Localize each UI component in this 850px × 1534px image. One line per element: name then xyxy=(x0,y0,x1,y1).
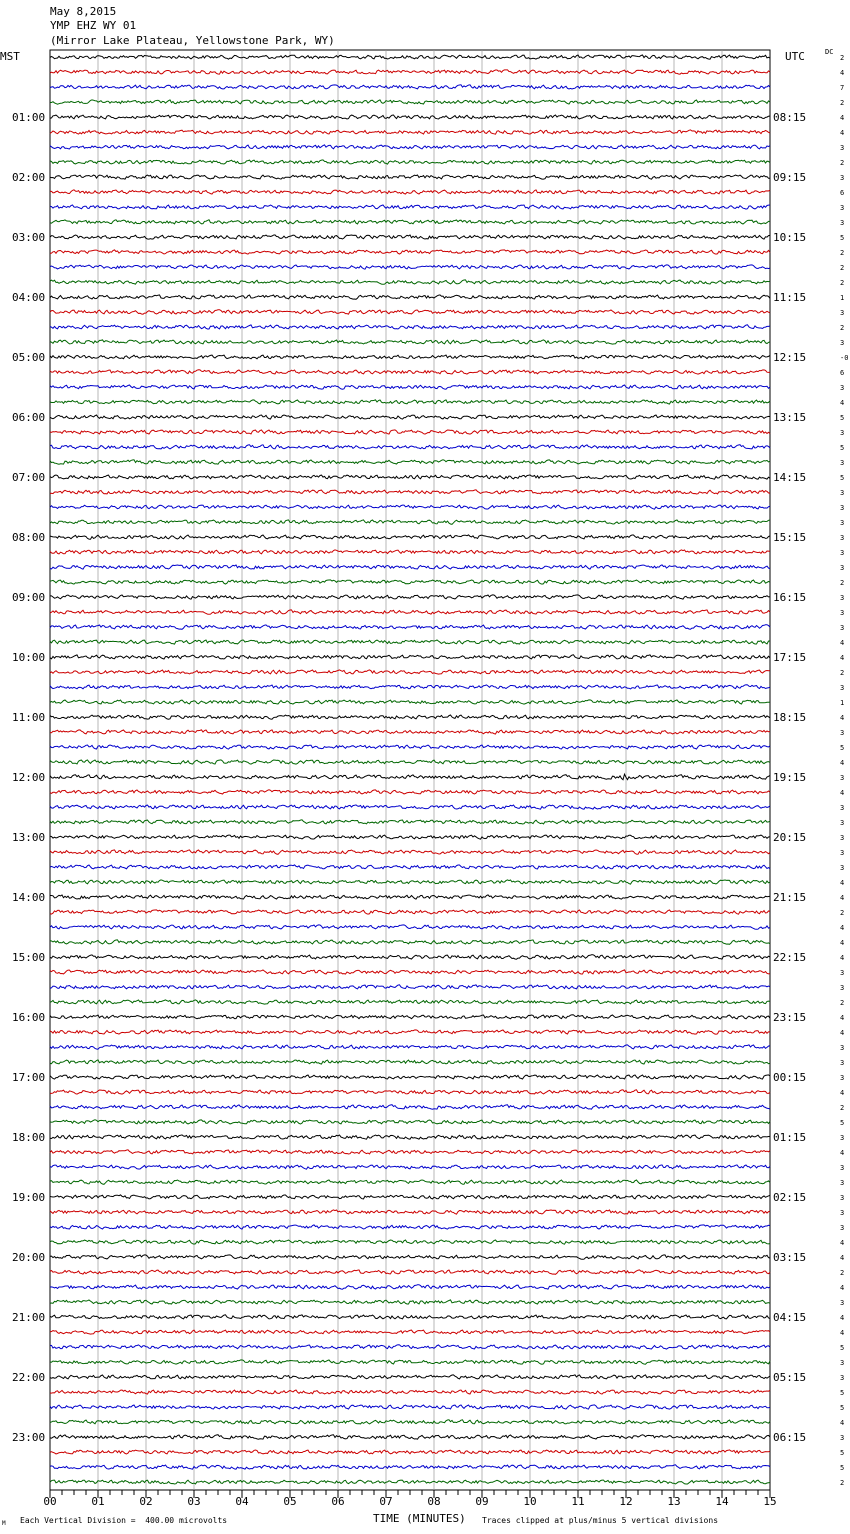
seismic-trace xyxy=(50,490,770,494)
seismic-trace xyxy=(50,820,770,824)
seismic-trace xyxy=(50,1180,770,1184)
seismic-trace xyxy=(50,910,770,914)
dc-offset-value: 4 xyxy=(840,639,845,647)
seismic-trace xyxy=(50,700,770,704)
seismic-trace xyxy=(50,1045,770,1049)
right-hour-label: 22:15 xyxy=(773,951,807,964)
seismic-trace xyxy=(50,235,770,239)
dc-offset-value: 3 xyxy=(840,549,845,557)
dc-offset-value: 3 xyxy=(840,534,845,542)
right-hour-label: 08:15 xyxy=(773,111,807,124)
left-hour-label: 01:00 xyxy=(12,111,46,124)
seismic-trace xyxy=(50,1255,770,1259)
seismic-trace xyxy=(50,355,770,359)
right-hour-label: 17:15 xyxy=(773,651,807,664)
dc-offset-value: 4 xyxy=(840,1149,845,1157)
seismic-trace xyxy=(50,1165,770,1169)
seismic-trace xyxy=(50,310,770,315)
seismic-trace xyxy=(50,610,770,614)
seismic-trace xyxy=(50,295,770,299)
dc-offset-value: 4 xyxy=(840,1314,845,1322)
seismic-trace xyxy=(50,55,770,59)
x-tick-label: 10 xyxy=(523,1495,537,1508)
dc-offset-value: 4 xyxy=(840,1329,845,1337)
x-tick-label: 12 xyxy=(619,1495,633,1508)
left-hour-label: 22:00 xyxy=(12,1371,46,1384)
dc-offset-value: 5 xyxy=(840,744,845,752)
dc-offset-value: 3 xyxy=(840,594,845,602)
dc-offset-value: 3 xyxy=(840,624,845,632)
seismic-trace xyxy=(50,1105,770,1110)
seismic-trace xyxy=(50,205,770,209)
seismic-trace xyxy=(50,595,770,599)
dc-offset-header: DC xyxy=(825,48,834,56)
corner-mark: M xyxy=(2,1520,6,1527)
seismic-trace xyxy=(50,1345,770,1349)
dc-offset-value: -0 xyxy=(840,354,849,362)
dc-offset-value: 3 xyxy=(840,219,845,227)
dc-offset-value: 4 xyxy=(840,954,845,962)
trace-group xyxy=(50,55,770,1484)
left-hour-label: 11:00 xyxy=(12,711,46,724)
seismic-trace xyxy=(50,220,770,224)
left-hour-label: 06:00 xyxy=(12,411,46,424)
right-hour-label: 12:15 xyxy=(773,351,807,364)
seismic-trace xyxy=(50,1405,770,1409)
dc-offset-value: 3 xyxy=(840,729,845,737)
right-hour-label: 13:15 xyxy=(773,411,807,424)
right-hour-label: 00:15 xyxy=(773,1071,807,1084)
seismic-trace xyxy=(50,1015,770,1019)
station-location: (Mirror Lake Plateau, Yellowstone Park, WY) xyxy=(50,34,335,47)
x-axis-label: TIME (MINUTES) xyxy=(373,1512,466,1525)
dc-offset-value: 4 xyxy=(840,759,845,767)
right-hour-label: 01:15 xyxy=(773,1131,807,1144)
x-tick-label: 04 xyxy=(235,1495,249,1508)
dc-offset-value: 4 xyxy=(840,879,845,887)
dc-offset-value: 3 xyxy=(840,564,845,572)
dc-offset-value: 2 xyxy=(840,54,845,62)
dc-offset-value: 3 xyxy=(840,1059,845,1067)
right-hour-label: 19:15 xyxy=(773,771,807,784)
dc-offset-value: 2 xyxy=(840,99,845,107)
dc-offset-value: 2 xyxy=(840,579,845,587)
seismic-trace xyxy=(50,280,770,284)
seismic-trace xyxy=(50,970,770,974)
dc-offset-value: 3 xyxy=(840,684,845,692)
right-hour-label: 09:15 xyxy=(773,171,807,184)
seismic-trace xyxy=(50,685,770,689)
dc-offset-value: 3 xyxy=(840,834,845,842)
seismic-trace xyxy=(50,1075,770,1079)
right-hour-label: 10:15 xyxy=(773,231,807,244)
seismic-trace xyxy=(50,430,770,434)
left-hour-label: 12:00 xyxy=(12,771,46,784)
seismic-trace xyxy=(50,250,770,254)
left-hour-label: 18:00 xyxy=(12,1131,46,1144)
seismic-trace xyxy=(50,774,770,780)
dc-offset-value: 6 xyxy=(840,189,845,197)
dc-offset-value: 3 xyxy=(840,504,845,512)
right-hour-label: 23:15 xyxy=(773,1011,807,1024)
station-id: YMP EHZ WY 01 xyxy=(50,19,137,32)
seismic-trace xyxy=(50,550,770,554)
scale-note: Each Vertical Division = 400.00 microvolts xyxy=(20,1516,228,1525)
left-hour-label: 05:00 xyxy=(12,351,46,364)
seismic-trace xyxy=(50,130,770,134)
seismic-trace xyxy=(50,1030,770,1034)
dc-offset-value: 5 xyxy=(840,474,845,482)
dc-offset-value: 3 xyxy=(840,309,845,317)
dc-offset-value: 4 xyxy=(840,399,845,407)
dc-offset-value: 6 xyxy=(840,369,845,377)
dc-offset-value: 2 xyxy=(840,264,845,272)
seismic-trace xyxy=(50,1315,770,1319)
seismic-trace xyxy=(50,565,770,569)
dc-offset-value: 4 xyxy=(840,1254,845,1262)
dc-offset-value: 5 xyxy=(840,1464,845,1472)
dc-offset-value: 2 xyxy=(840,279,845,287)
seismic-trace xyxy=(50,1435,770,1440)
seismic-trace xyxy=(50,640,770,644)
seismic-trace xyxy=(50,1150,770,1154)
seismic-trace xyxy=(50,1120,770,1124)
seismic-trace xyxy=(50,415,770,419)
clip-note: Traces clipped at plus/minus 5 vertical divisions xyxy=(482,1516,719,1525)
dc-offset-value: 5 xyxy=(840,1404,845,1412)
dc-offset-value: 3 xyxy=(840,144,845,152)
seismic-trace xyxy=(50,730,770,734)
dc-offset-value: 4 xyxy=(840,1419,845,1427)
dc-offset-value: 4 xyxy=(840,1239,845,1247)
dc-offset-value: 3 xyxy=(840,489,845,497)
seismic-trace xyxy=(50,1285,770,1290)
dc-offset-value: 2 xyxy=(840,1104,845,1112)
left-hour-label: 08:00 xyxy=(12,531,46,544)
dc-offset-value: 3 xyxy=(840,804,845,812)
dc-offset-value: 4 xyxy=(840,1014,845,1022)
seismic-trace xyxy=(50,340,770,344)
x-tick-label: 05 xyxy=(283,1495,297,1508)
right-hour-label: 02:15 xyxy=(773,1191,807,1204)
dc-offset-value: 3 xyxy=(840,204,845,212)
left-hour-label: 03:00 xyxy=(12,231,46,244)
dc-offset-value: 1 xyxy=(840,699,845,707)
seismic-trace xyxy=(50,475,770,479)
seismic-trace xyxy=(50,790,770,794)
left-hour-label: 16:00 xyxy=(12,1011,46,1024)
x-tick-label: 07 xyxy=(379,1495,393,1508)
right-hour-label: 11:15 xyxy=(773,291,807,304)
seismic-trace xyxy=(50,715,770,719)
seismic-trace xyxy=(50,1135,770,1139)
right-hour-label: 14:15 xyxy=(773,471,807,484)
left-hour-label: 14:00 xyxy=(12,891,46,904)
left-hour-label: 23:00 xyxy=(12,1431,46,1444)
seismic-trace xyxy=(50,535,770,539)
seismic-trace xyxy=(50,865,770,869)
x-tick-label: 09 xyxy=(475,1495,489,1508)
left-hour-label: 19:00 xyxy=(12,1191,46,1204)
seismic-trace xyxy=(50,505,770,509)
seismic-trace xyxy=(50,880,770,884)
seismic-trace xyxy=(50,100,770,104)
dc-offset-value: 4 xyxy=(840,129,845,137)
dc-offset-value: 3 xyxy=(840,864,845,872)
seismic-trace xyxy=(50,925,770,929)
seismic-trace xyxy=(50,580,770,584)
seismic-trace xyxy=(50,1420,770,1424)
dc-offset-value: 3 xyxy=(840,969,845,977)
dc-offset-value: 7 xyxy=(840,84,845,92)
seismic-trace xyxy=(50,1300,770,1304)
dc-offset-value: 3 xyxy=(840,1359,845,1367)
dc-offset-value: 3 xyxy=(840,519,845,527)
right-hour-label: 06:15 xyxy=(773,1431,807,1444)
seismic-trace xyxy=(50,175,770,179)
seismic-trace xyxy=(50,70,770,74)
seismic-trace xyxy=(50,1195,770,1199)
dc-offset-value: 5 xyxy=(840,1449,845,1457)
dc-offset-value: 3 xyxy=(840,1299,845,1307)
dc-offset-value: 3 xyxy=(840,1044,845,1052)
dc-offset-value: 5 xyxy=(840,1119,845,1127)
dc-offset-value: 2 xyxy=(840,324,845,332)
seismic-trace xyxy=(50,115,770,119)
dc-offset-value: 2 xyxy=(840,159,845,167)
seismic-trace xyxy=(50,670,770,674)
dc-offset-value: 4 xyxy=(840,894,845,902)
dc-offset-value: 3 xyxy=(840,774,845,782)
x-tick-label: 13 xyxy=(667,1495,681,1508)
dc-offset-value: 4 xyxy=(840,939,845,947)
dc-offset-value: 4 xyxy=(840,924,845,932)
seismic-trace xyxy=(50,520,770,524)
dc-offset-value: 3 xyxy=(840,339,845,347)
seismic-trace xyxy=(50,835,770,839)
dc-offset-value: 2 xyxy=(840,999,845,1007)
seismic-trace xyxy=(50,325,770,329)
dc-offset-value: 5 xyxy=(840,234,845,242)
dc-offset-value: 2 xyxy=(840,249,845,257)
dc-offset-value: 3 xyxy=(840,429,845,437)
dc-offset-value: 3 xyxy=(840,1209,845,1217)
dc-offset-value: 3 xyxy=(840,1164,845,1172)
seismic-trace xyxy=(50,745,770,749)
dc-offset-value: 3 xyxy=(840,1224,845,1232)
seismic-trace xyxy=(50,805,770,809)
dc-offset-value: 3 xyxy=(840,1074,845,1082)
left-hour-label: 17:00 xyxy=(12,1071,46,1084)
dc-offset-value: 3 xyxy=(840,1434,845,1442)
x-tick-label: 06 xyxy=(331,1495,345,1508)
right-hour-label: 05:15 xyxy=(773,1371,807,1384)
seismic-trace xyxy=(50,1360,770,1364)
dc-offset-value: 5 xyxy=(840,1389,845,1397)
seismic-trace xyxy=(50,190,770,194)
seismic-trace xyxy=(50,1465,770,1469)
left-hour-label: 02:00 xyxy=(12,171,46,184)
seismic-trace xyxy=(50,400,770,404)
left-hour-label: 10:00 xyxy=(12,651,46,664)
left-hour-label: 04:00 xyxy=(12,291,46,304)
seismic-trace xyxy=(50,625,770,630)
right-hour-label: 21:15 xyxy=(773,891,807,904)
seismic-trace xyxy=(50,1480,770,1484)
x-tick-label: 01 xyxy=(91,1495,105,1508)
dc-offset-value: 5 xyxy=(840,444,845,452)
seismic-trace xyxy=(50,1090,770,1094)
x-tick-label: 08 xyxy=(427,1495,441,1508)
dc-offset-value: 5 xyxy=(840,414,845,422)
seismic-trace xyxy=(50,1060,770,1064)
dc-offset-value: 4 xyxy=(840,714,845,722)
dc-offset-value: 3 xyxy=(840,459,845,467)
x-tick-label: 15 xyxy=(763,1495,777,1508)
plot-title: May 8,2015 xyxy=(50,5,117,18)
seismic-trace xyxy=(50,655,770,659)
dc-offset-value: 2 xyxy=(840,1269,845,1277)
dc-offset-value: 3 xyxy=(840,384,845,392)
seismic-trace xyxy=(50,1225,770,1229)
dc-offset-value: 3 xyxy=(840,819,845,827)
dc-offset-value: 2 xyxy=(840,669,845,677)
x-tick-label: 00 xyxy=(43,1495,57,1508)
dc-offset-value: 4 xyxy=(840,114,845,122)
seismic-trace xyxy=(50,1270,770,1274)
x-axis xyxy=(43,1490,776,1508)
dc-offset-value: 3 xyxy=(840,1194,845,1202)
dc-offset-value: 5 xyxy=(840,1344,845,1352)
dc-offset-value: 4 xyxy=(840,69,845,77)
seismic-trace xyxy=(50,85,770,89)
dc-offset-value: 3 xyxy=(840,609,845,617)
x-tick-label: 02 xyxy=(139,1495,153,1508)
dc-offset-value: 4 xyxy=(840,1089,845,1097)
seismic-trace xyxy=(50,895,770,899)
seismic-trace xyxy=(50,445,770,449)
left-hour-label: 21:00 xyxy=(12,1311,46,1324)
dc-offset-value: 3 xyxy=(840,984,845,992)
seismic-trace xyxy=(50,1390,770,1394)
seismic-trace xyxy=(50,265,770,269)
seismic-trace xyxy=(50,1240,770,1244)
seismic-trace xyxy=(50,760,770,764)
left-hour-label: 13:00 xyxy=(12,831,46,844)
left-timezone-label: MST xyxy=(0,50,20,63)
seismic-trace xyxy=(50,1210,770,1214)
dc-offset-value: 4 xyxy=(840,654,845,662)
dc-offset-value: 1 xyxy=(840,294,845,302)
dc-offset-value: 3 xyxy=(840,1374,845,1382)
left-hour-label: 09:00 xyxy=(12,591,46,604)
dc-offset-value: 2 xyxy=(840,1479,845,1487)
dc-offset-value: 3 xyxy=(840,174,845,182)
dc-offset-value: 3 xyxy=(840,1134,845,1142)
x-tick-label: 11 xyxy=(571,1495,585,1508)
dc-offset-value: 3 xyxy=(840,1179,845,1187)
seismic-trace xyxy=(50,1450,770,1454)
seismic-trace xyxy=(50,985,770,989)
x-tick-label: 14 xyxy=(715,1495,729,1508)
right-hour-label: 03:15 xyxy=(773,1251,807,1264)
dc-offset-value: 2 xyxy=(840,909,845,917)
left-hour-label: 15:00 xyxy=(12,951,46,964)
seismic-trace xyxy=(50,460,770,464)
right-hour-label: 16:15 xyxy=(773,591,807,604)
seismic-trace xyxy=(50,160,770,164)
seismic-trace xyxy=(50,850,770,854)
left-hour-label: 07:00 xyxy=(12,471,46,484)
right-hour-label: 04:15 xyxy=(773,1311,807,1324)
x-tick-label: 03 xyxy=(187,1495,201,1508)
left-hour-label: 20:00 xyxy=(12,1251,46,1264)
right-timezone-label: UTC xyxy=(785,50,805,63)
seismic-trace xyxy=(50,370,770,374)
dc-offset-value: 4 xyxy=(840,1284,845,1292)
seismic-trace xyxy=(50,145,770,149)
seismic-trace xyxy=(50,940,770,944)
seismic-trace xyxy=(50,955,770,960)
dc-offset-value: 3 xyxy=(840,849,845,857)
dc-offset-value: 4 xyxy=(840,1029,845,1037)
dc-offset-value: 4 xyxy=(840,789,845,797)
seismic-trace xyxy=(50,1330,770,1334)
seismic-trace xyxy=(50,1000,770,1004)
right-hour-label: 20:15 xyxy=(773,831,807,844)
right-hour-label: 18:15 xyxy=(773,711,807,724)
seismic-trace xyxy=(50,1375,770,1379)
right-hour-label: 15:15 xyxy=(773,531,807,544)
seismic-trace xyxy=(50,385,770,389)
